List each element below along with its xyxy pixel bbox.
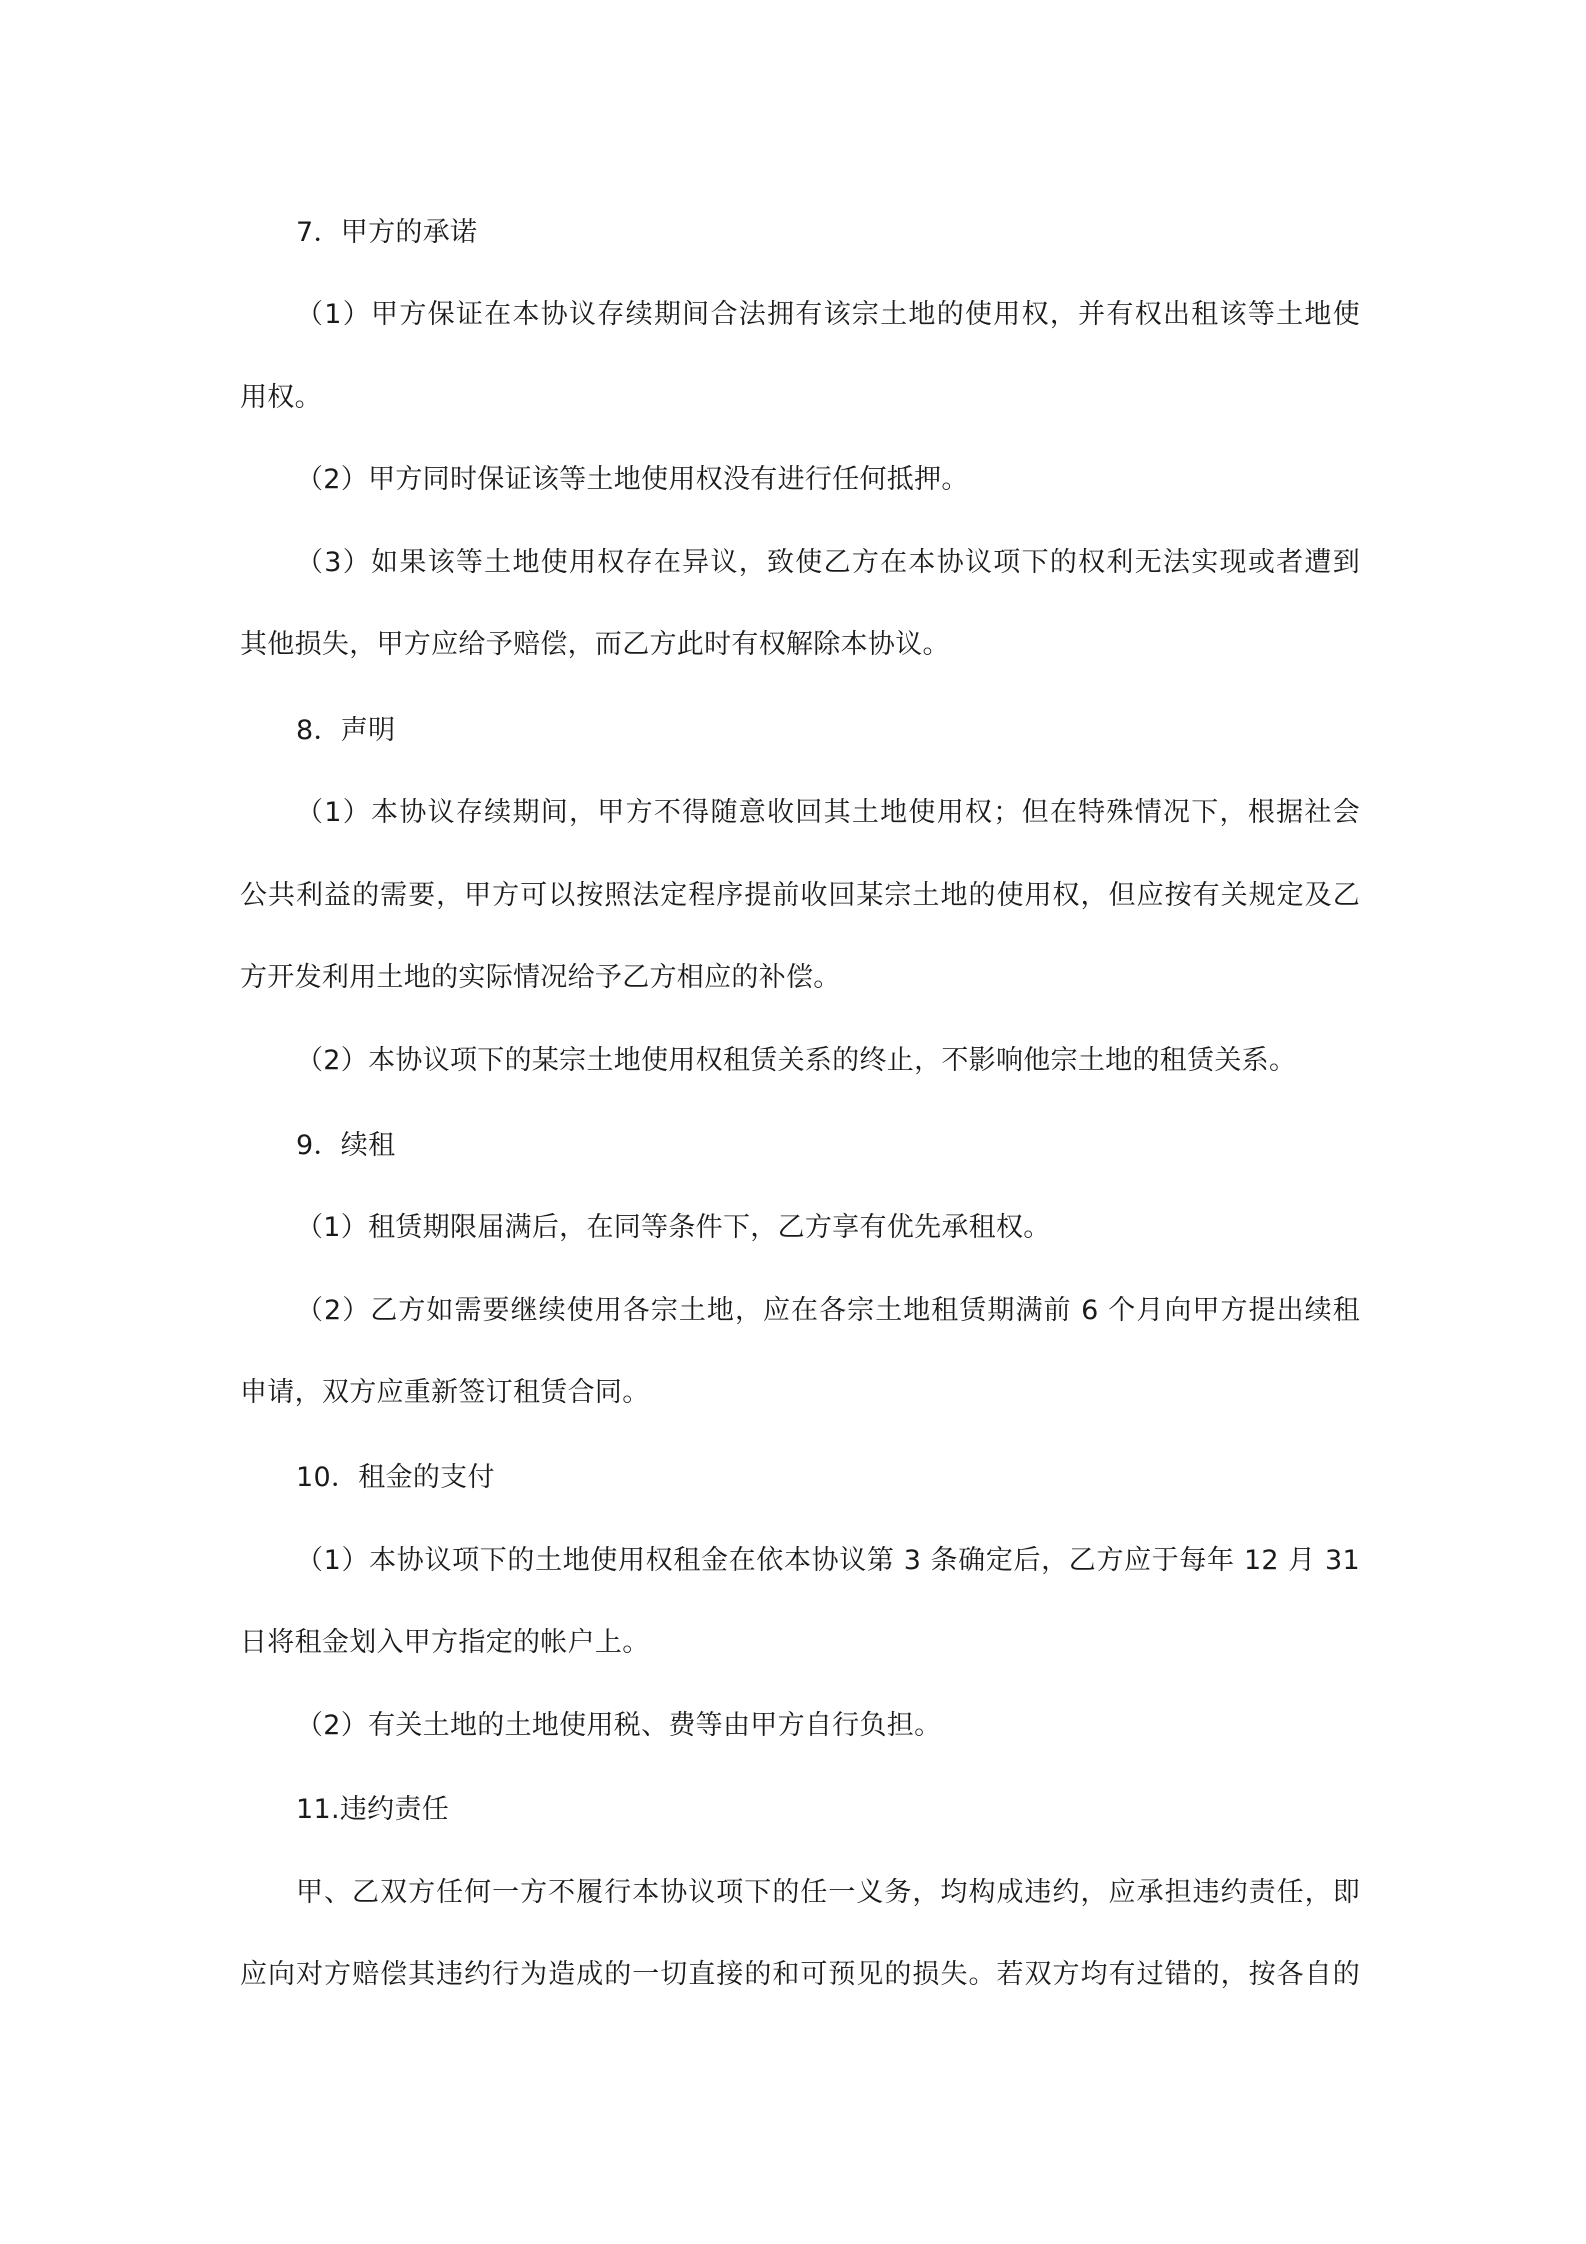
paragraph-line: 申请，双方应重新签订租赁合同。 [240, 1377, 650, 1408]
paragraph-line: （1）租赁期限届满后，在同等条件下，乙方享有优先承租权。 [296, 1212, 1051, 1243]
paragraph-line: 公共利益的需要，甲方可以按照法定程序提前收回某宗土地的使用权，但应按有关规定及乙 [240, 880, 1360, 911]
paragraph-line: （2）乙方如需要继续使用各宗土地，应在各宗土地租赁期满前 6 个月向甲方提出续租 [296, 1295, 1360, 1326]
section-11-heading: 11.违约责任 [296, 1794, 450, 1825]
paragraph-line: 方开发利用土地的实际情况给予乙方相应的补偿。 [240, 962, 841, 993]
paragraph-line: （3）如果该等土地使用权存在异议，致使乙方在本协议项下的权利无法实现或者遭到 [296, 547, 1360, 578]
paragraph-line: （2）有关土地的土地使用税、费等由甲方自行负担。 [296, 1710, 942, 1741]
section-8-heading: 8．声明 [296, 715, 396, 746]
section-9-heading: 9．续租 [296, 1130, 396, 1161]
section-10-heading: 10．租金的支付 [296, 1462, 495, 1493]
paragraph-line: 日将租金划入甲方指定的帐户上。 [240, 1627, 650, 1658]
paragraph-line: 应向对方赔偿其违约行为造成的一切直接的和可预见的损失。若双方均有过错的，按各自的 [240, 1959, 1360, 1990]
section-7-heading: 7．甲方的承诺 [296, 217, 478, 248]
paragraph-line: （1）本协议项下的土地使用权租金在依本协议第 3 条确定后，乙方应于每年 12 月 31 [296, 1545, 1360, 1576]
paragraph-line: （2）甲方同时保证该等土地使用权没有进行任何抵押。 [296, 464, 969, 495]
paragraph-line: 甲、乙双方任何一方不履行本协议项下的任一义务，均构成违约，应承担违约责任，即 [296, 1877, 1360, 1908]
paragraph-line: 用权。 [240, 382, 322, 413]
paragraph-line: （1）甲方保证在本协议存续期间合法拥有该宗土地的使用权，并有权出租该等土地使 [296, 299, 1360, 330]
paragraph-line: 其他损失，甲方应给予赔偿，而乙方此时有权解除本协议。 [240, 629, 950, 660]
paragraph-line: （2）本协议项下的某宗土地使用权租赁关系的终止，不影响他宗土地的租赁关系。 [296, 1045, 1297, 1076]
paragraph-line: （1）本协议存续期间，甲方不得随意收回其土地使用权；但在特殊情况下，根据社会 [296, 797, 1360, 828]
